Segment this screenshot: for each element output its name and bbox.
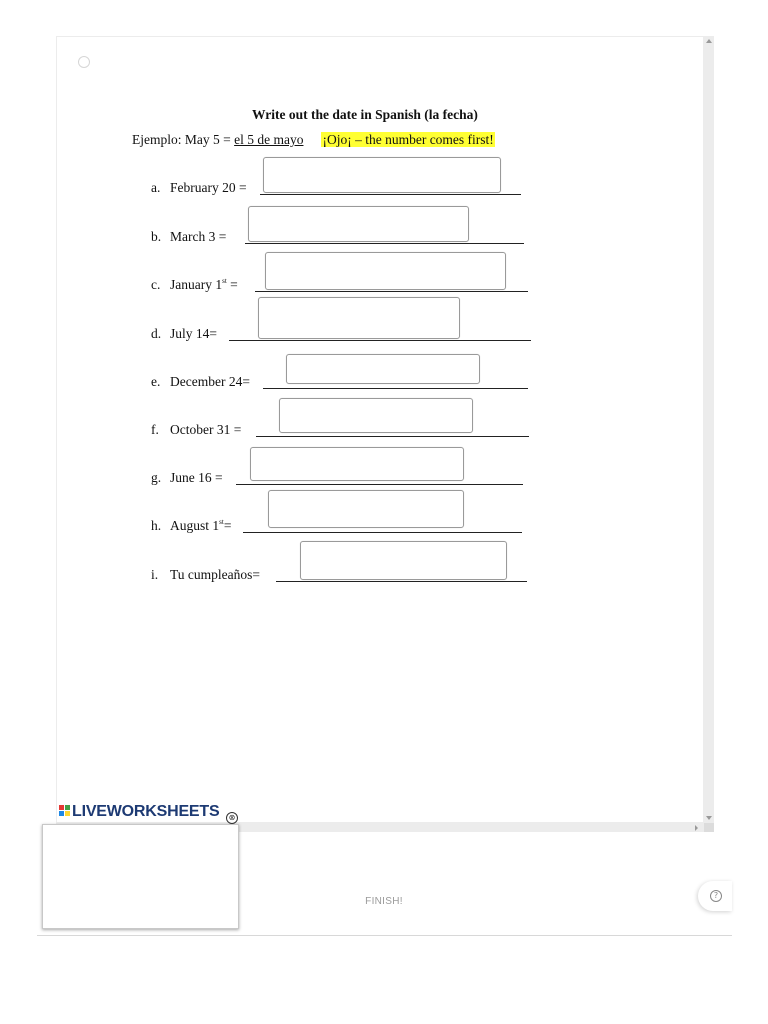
- close-ad-icon[interactable]: ⊗: [226, 812, 238, 824]
- ad-placeholder: [42, 824, 239, 929]
- liveworksheets-logo[interactable]: [59, 803, 219, 821]
- question-letter: i.: [151, 567, 159, 582]
- question-label: [151, 374, 250, 390]
- question-letter: h.: [151, 518, 162, 533]
- question-label: [151, 422, 241, 438]
- question-label: [151, 277, 238, 293]
- ordinal-suffix: st: [222, 277, 227, 285]
- answer-input[interactable]: [300, 541, 507, 580]
- frame-corner-indicator: [78, 56, 90, 68]
- question-label: [151, 229, 226, 245]
- question-text: July 14=: [170, 326, 217, 341]
- question-label: [151, 518, 231, 534]
- example-highlight-note: ¡Ojo¡ – the number comes first!: [322, 132, 494, 147]
- question-text: February 20 =: [170, 180, 247, 195]
- question-equals: =: [226, 277, 238, 292]
- answer-blank-line: [260, 194, 521, 195]
- finish-button[interactable]: FINISH!: [365, 896, 403, 907]
- answer-input[interactable]: [258, 297, 460, 339]
- question-text: January 1: [170, 277, 223, 292]
- question-text: October 31 =: [170, 422, 242, 437]
- example-prefix: Ejemplo: May 5 =: [132, 132, 235, 147]
- answer-input[interactable]: [265, 252, 506, 290]
- example-answer: el 5 de mayo: [234, 132, 304, 147]
- scroll-down-arrow-icon[interactable]: [706, 816, 712, 820]
- answer-blank-line: [229, 340, 531, 341]
- question-text: Tu cumpleaños=: [170, 567, 260, 582]
- question-label: [151, 180, 247, 196]
- question-label: [151, 326, 217, 342]
- vertical-scrollbar[interactable]: [704, 36, 714, 823]
- question-letter: d.: [151, 326, 162, 341]
- question-label: [151, 470, 223, 486]
- ordinal-suffix: st: [219, 518, 224, 526]
- answer-input[interactable]: [263, 157, 501, 193]
- question-equals: =: [223, 518, 232, 533]
- answer-input[interactable]: [250, 447, 464, 481]
- question-letter: g.: [151, 470, 162, 485]
- worksheet-title: Write out the date in Spanish (la fecha): [252, 107, 478, 122]
- question-text: December 24=: [170, 374, 250, 389]
- help-tab[interactable]: [698, 881, 732, 911]
- scroll-right-arrow-icon[interactable]: [695, 825, 698, 831]
- answer-blank-line: [236, 484, 523, 485]
- question-letter: b.: [151, 229, 162, 244]
- scroll-up-arrow-icon[interactable]: [706, 39, 712, 43]
- answer-blank-line: [276, 581, 527, 582]
- answer-input[interactable]: [286, 354, 480, 384]
- question-text: June 16 =: [170, 470, 223, 485]
- bottom-divider: [37, 935, 732, 936]
- help-icon[interactable]: ?: [710, 890, 722, 902]
- question-label: [151, 567, 260, 583]
- answer-input[interactable]: [248, 206, 469, 242]
- example-line: [132, 132, 495, 148]
- question-letter: f.: [151, 422, 159, 437]
- question-letter: a.: [151, 180, 161, 195]
- question-text: March 3 =: [170, 229, 227, 244]
- answer-blank-line: [255, 291, 528, 292]
- logo-mark-icon: [59, 805, 71, 817]
- answer-blank-line: [243, 532, 522, 533]
- answer-blank-line: [263, 388, 528, 389]
- answer-blank-line: [245, 243, 524, 244]
- scrollbar-corner: [704, 823, 714, 832]
- answer-blank-line: [256, 436, 529, 437]
- question-letter: c.: [151, 277, 161, 292]
- question-text: August 1: [170, 518, 220, 533]
- logo-text: LIVEWORKSHEETS: [72, 803, 220, 820]
- answer-input[interactable]: [268, 490, 464, 528]
- question-letter: e.: [151, 374, 161, 389]
- answer-input[interactable]: [279, 398, 473, 433]
